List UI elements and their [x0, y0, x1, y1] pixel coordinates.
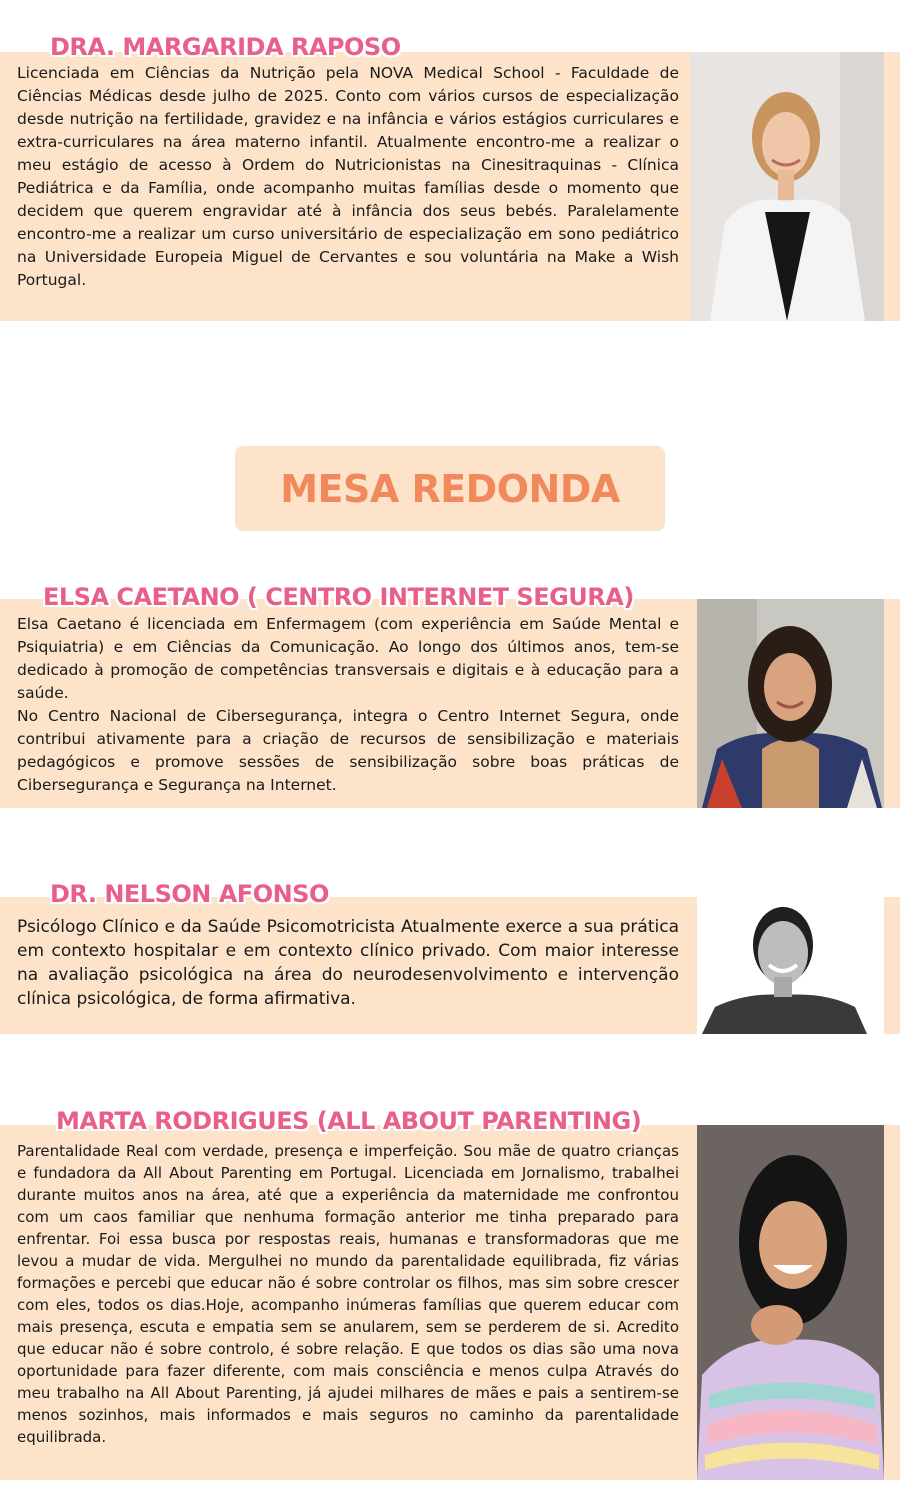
speaker-bio: Elsa Caetano é licenciada em Enfermagem (com experiência em Saúde Mental e Psiquiatria) e em Ciências da Comunicação. Ao longo dos últimos anos, tem-se dedicado à promoção de competências transversais e digitais e à educação para a saúde. No Centro Nacional de Cibersegurança, integra o Centro Internet Segura, onde contribui ativamente para a criação de recursos de sensibilização e materiais pedagógicos e promove sessões de sensibilização sobre boas práticas de Cibersegurança e Segurança na Internet. [17, 615, 679, 794]
section-title-box [235, 446, 665, 531]
speaker-name: ELSA CAETANO ( CENTRO INTERNET SEGURA) [43, 583, 634, 611]
section-title: MESA REDONDA [280, 466, 620, 511]
speaker-bio: Psicólogo Clínico e da Saúde Psicomotricista Atualmente exerce a sua prática em contexto hospitalar e em contexto clínico privado. Com maior interesse na avaliação psicológica na área do neurodesenvolvimento e intervenção clínica psicológica, de forma afirmativa. [17, 917, 679, 1009]
speaker-bio: Parentalidade Real com verdade, presença e imperfeição. Sou mãe de quatro crianças e fundadora da All About Parenting em Portugal. Licenciada em Jornalismo, trabalhei durante muitos anos na área, até que a experiência da maternidade me confrontou com um caos familiar que nenhuma formação anterior me tinha preparado para enfrentar. Foi essa busca por respostas reais, humanas e transformadoras que me levou a mudar de vida. Mergulhei no mundo da parentalidade equilibrada, fiz várias formações e percebi que educar não é sobre controlar os filhos, mas sim sobre crescer com eles, todos os dias.Hoje, acompanho inúmeras famílias que querem educar com mais presença, escuta e empatia sem se anularem, sem se perderem de si. Acredito que educar não é sobre controlo, é sobre relação. E que todos os dias são uma nova oportunidade para fazer diferente, com mais consciência e menos culpa Através do meu trabalho na All About Parenting, já ajudei milhares de mães e pais a sentirem-se menos sozinhos, mais informados e mais seguros no caminho da parentalidade equilibrada. [17, 1142, 679, 1446]
speaker-photo [697, 599, 884, 808]
speaker-card-margarida [0, 52, 900, 321]
speaker-photo [690, 52, 884, 321]
speaker-name: DR. NELSON AFONSO [50, 880, 329, 908]
speaker-name: DRA. MARGARIDA RAPOSO [50, 33, 401, 61]
speaker-card-elsa [0, 599, 900, 808]
speaker-card-nelson [0, 897, 900, 1034]
speaker-card-marta [0, 1125, 900, 1480]
speaker-photo [697, 1125, 884, 1480]
speaker-bio: Licenciada em Ciências da Nutrição pela NOVA Medical School - Faculdade de Ciências Médicas desde julho de 2025. Conto com vários cursos de especialização desde nutrição na fertilidade, gravidez e na infância e vários estágios curriculares e extra-curriculares na área materno infantil. Atualmente encontro-me a realizar o meu estágio de acesso à Ordem do Nutricionistas na Cinesitraquinas - Clínica Pediátrica e da Família, onde acompanho muitas famílias desde o momento que decidem que querem engravidar até à infância dos seus bebés. Paralelamente encontro-me a realizar um curso universitário de especialização em sono pediátrico na Universidade Europeia Miguel de Cervantes e sou voluntária na Make a Wish Portugal. [17, 64, 679, 289]
speaker-photo [697, 897, 884, 1034]
speaker-name: MARTA RODRIGUES (ALL ABOUT PARENTING) [56, 1107, 642, 1135]
